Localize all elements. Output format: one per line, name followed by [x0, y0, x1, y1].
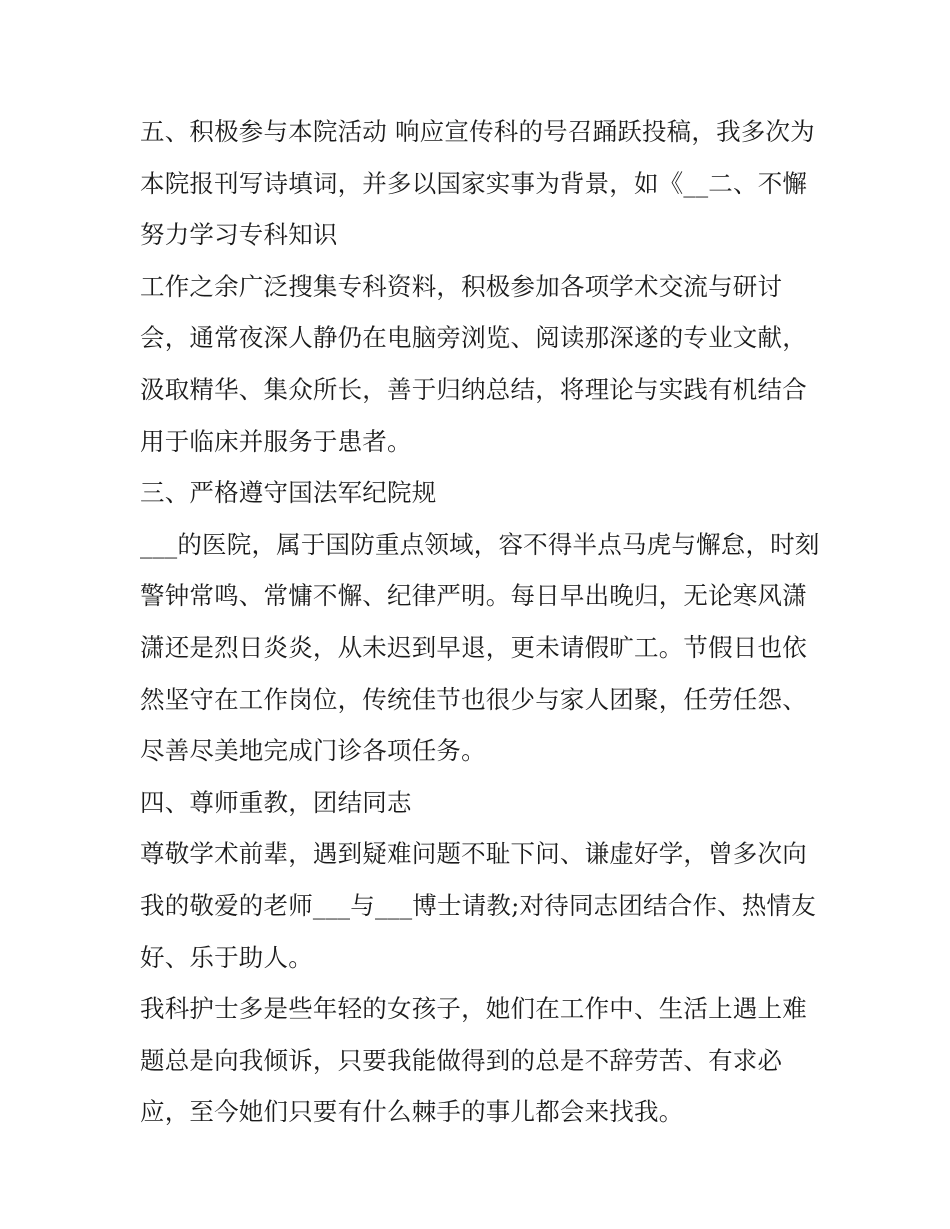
paragraph-respect-teachers: 尊敬学术前辈，遇到疑难问题不耻下问、谦虚好学，曾多次向我的敬爱的老师___与___博士请教;对待同志团结合作、热情友好、乐于助人。 — [140, 839, 816, 972]
paragraph-activities: 五、积极参与本院活动 响应宣传科的号召踊跃投稿，我多次为本院报刊写诗填词，并多以国家实事为背景，如《__二、不懈努力学习专科知识 — [140, 117, 815, 250]
paragraph-nurses: 我科护士多是些年轻的女孩子，她们在工作中、生活上遇上难题总是向我倾诉，只要我能做得到的总是不辞劳苦、有求必应，至今她们只要有什么棘手的事儿都会来找我。 — [140, 994, 807, 1127]
heading-respect-teachers: 四、尊师重教，团结同志 — [140, 787, 412, 817]
paragraph-discipline: ___的医院，属于国防重点领域，容不得半点马虎与懈怠，时刻警钟常鸣、常慵不懈、纪律严明。每日早出晚归，无论寒风潇潇还是烈日炎炎，从未迟到早退，更未请假旷工。节假日也依然坚守在工作岗位，传统佳节也很少与家人团聚，任劳任怨、尽善尽美地完成门诊各项任务。 — [140, 529, 820, 766]
paragraph-study: 工作之余广泛搜集专科资料，积极参加各项学术交流与研讨会，通常夜深人静仍在电脑旁浏览、阅读那深遂的专业文献，汲取精华、集众所长，善于归纳总结，将理论与实践有机结合用于临床并服务于患者。 — [140, 271, 807, 456]
heading-discipline: 三、严格遵守国法军纪院规 — [140, 478, 437, 508]
document-body — [140, 106, 830, 1138]
